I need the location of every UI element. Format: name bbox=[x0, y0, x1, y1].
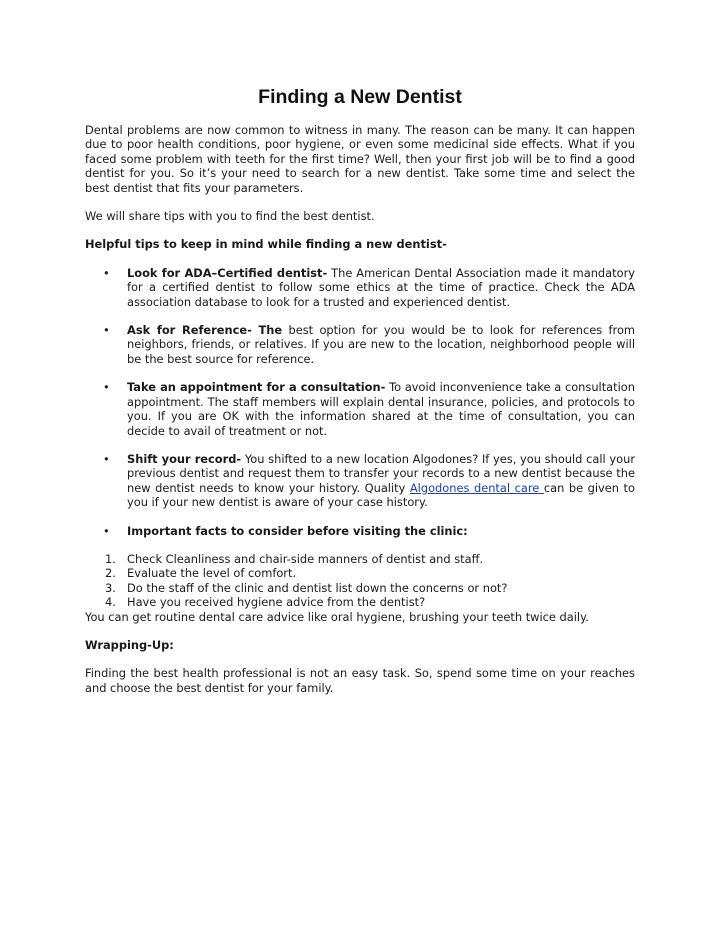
tip-text: To avoid inconvenience take a consultation appointment. The staff members will explain dental insurance, policies, and protocols to you. If you are OK with the information shared at the time of consultation, you can decide to avail of treatment or not. bbox=[127, 380, 635, 438]
checklist-item: 2. Evaluate the level of comfort. bbox=[105, 566, 297, 581]
tip-item bbox=[85, 524, 635, 538]
tip-item bbox=[85, 452, 635, 510]
routine-paragraph: You can get routine dental care advice like oral hygiene, brushing your teeth twice daily. bbox=[85, 609, 589, 624]
tip-item bbox=[85, 380, 635, 438]
wrap-paragraph: Finding the best health professional is not an easy task. So, spend some time on your reaches and choose the best dentist for your family. bbox=[85, 666, 635, 695]
tip-item bbox=[85, 323, 635, 366]
tip-text: best option for you would be to look for references from neighbors, friends, or relatives. If you are new to the location, neighborhood people will be the best source for reference. bbox=[127, 323, 636, 366]
bullet-icon: • bbox=[103, 265, 110, 280]
algodones-dental-care-link[interactable]: Algodones dental care bbox=[409, 480, 544, 495]
document-page bbox=[85, 84, 635, 695]
tip-title: Look for ADA–Certified dentist- bbox=[127, 265, 328, 280]
tips-heading: Helpful tips to keep in mind while finding a new dentist- bbox=[85, 237, 447, 252]
facts-heading: Important facts to consider before visiting the clinic: bbox=[127, 523, 468, 538]
bullet-icon: • bbox=[103, 380, 110, 395]
checklist-item: 3. Do the staff of the clinic and dentist list down the concerns or not? bbox=[105, 580, 508, 595]
checklist-item: 4. Have you received hygiene advice from the dentist? bbox=[105, 595, 426, 610]
share-paragraph: We will share tips with you to find the best dentist. bbox=[85, 209, 375, 224]
tip-text-after: can be given to you if your new dentist is aware of your case history. bbox=[127, 480, 635, 510]
bullet-icon: • bbox=[103, 523, 110, 538]
bullet-icon: • bbox=[103, 451, 110, 466]
tip-text: The American Dental Association made it mandatory for a certified dentist to follow some ethics at the time of practice. Check the ADA association database to look for a trusted and experienced dentist. bbox=[127, 265, 635, 309]
tip-title: Take an appointment for a consultation- bbox=[127, 380, 386, 395]
intro-paragraph: Dental problems are now common to witness in many. The reason can be many. It can happen due to poor health conditions, poor hygiene, or even some medicinal side effects. What if you faced some problem with teeth for the first time? Well, then your first job will be to find a good dentist for you. So it’s your need to search for a new dentist. Take some time and select the best dentist that fits your parameters. bbox=[85, 123, 635, 195]
tip-item bbox=[85, 266, 635, 309]
wrap-heading: Wrapping-Up: bbox=[85, 637, 174, 652]
tip-title: Ask for Reference- The bbox=[127, 323, 283, 338]
checklist-item: 1. Check Cleanliness and chair-side manners of dentist and staff. bbox=[105, 551, 484, 566]
tips-list bbox=[85, 266, 635, 538]
tip-title: Shift your record- bbox=[127, 451, 242, 466]
checklist bbox=[85, 552, 635, 610]
tip-text: You shifted to a new location Algodones? If yes, you should call your previous dentist and request them to transfer your records to a new dentist because the new dentist needs to know your history. Quality bbox=[127, 451, 635, 495]
bullet-icon: • bbox=[103, 323, 110, 338]
page-title: Finding a New Dentist bbox=[258, 86, 462, 108]
